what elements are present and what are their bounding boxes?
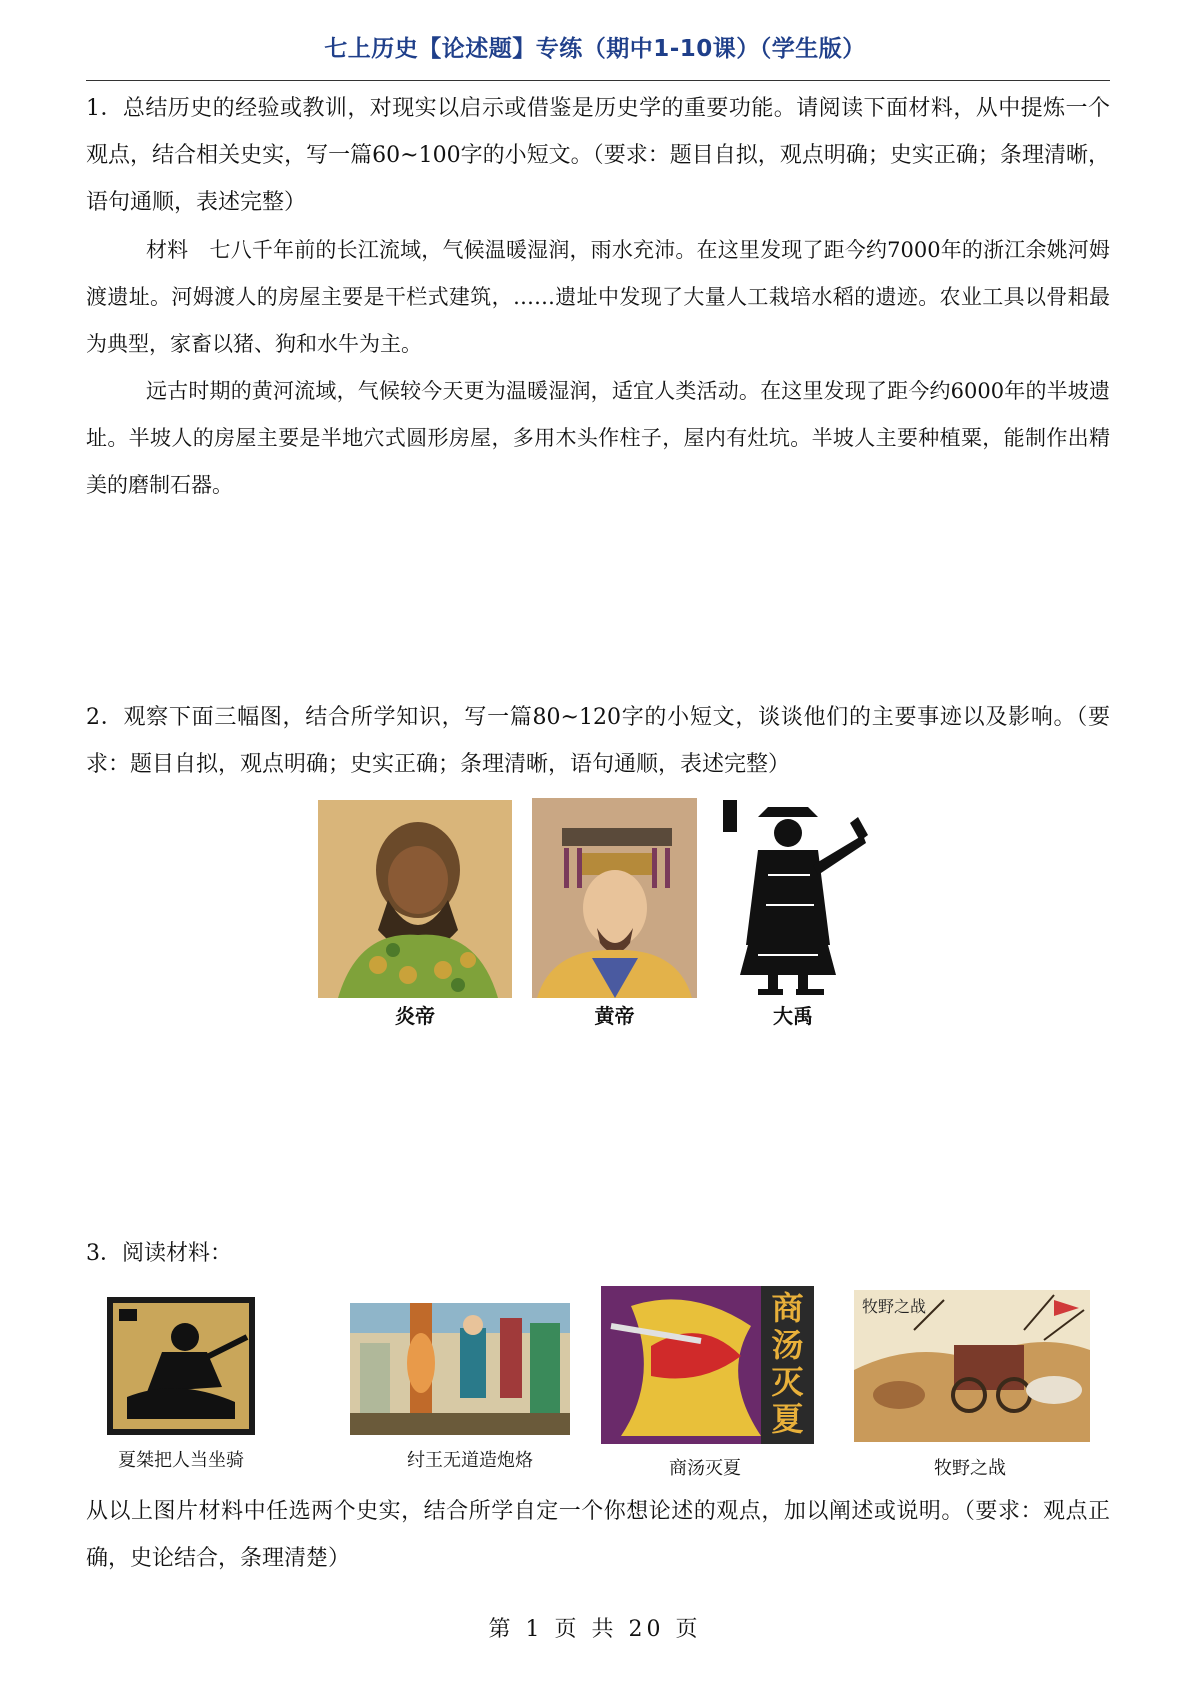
zhouwang-caption: 纣王无道造炮烙	[407, 1450, 533, 1471]
shangtang-caption: 商汤灭夏	[669, 1458, 741, 1479]
dayu-figure	[718, 795, 868, 1000]
yandi-portrait	[318, 800, 512, 998]
shangtang-banner: 商汤灭夏	[771, 1289, 804, 1438]
muye-image	[854, 1290, 1090, 1442]
q3-prompt: 3．阅读材料：	[86, 1241, 232, 1266]
q1-material-2: 远古时期的黄河流域，气候较今天更为温暖湿润，适宜人类活动。在这里发现了距今约6000年的半坡遗址。半坡人的房屋主要是半地穴式圆形房屋，多用木头作柱子，屋内有灶坑。半坡人主要种植粟，能制作出精美的磨制石器。	[86, 379, 1110, 497]
page-title: 七上历史【论述题】专练（期中1-10课）（学生版）	[324, 36, 866, 62]
dayu-caption: 大禹	[773, 1004, 813, 1028]
q2-prompt: 2．观察下面三幅图，结合所学知识，写一篇80~120字的小短文，谈谈他们的主要事迹以及影响。（要求：题目自拟，观点明确；史实正确；条理清晰，语句通顺，表述完整）	[86, 705, 1110, 777]
zhouwang-image	[350, 1303, 570, 1435]
page-number: 第 1 页 共 20 页	[488, 1617, 702, 1642]
huangdi-caption: 黄帝	[594, 1004, 635, 1028]
muye-scene-label: 牧野之战	[862, 1297, 927, 1316]
xiajie-caption: 夏桀把人当坐骑	[118, 1450, 244, 1471]
shangtang-image	[601, 1286, 814, 1444]
q1-prompt: 1．总结历史的经验或教训，对现实以启示或借鉴是历史学的重要功能。请阅读下面材料，从中提炼一个观点，结合相关史实，写一篇60~100字的小短文。（要求：题目自拟，观点明确；史实正确；条理清晰，语句通顺，表述完整）	[86, 96, 1110, 215]
q3-instruction: 从以上图片材料中任选两个史实，结合所学自定一个你想论述的观点，加以阐述或说明。（要求：观点正确，史论结合，条理清楚）	[86, 1499, 1110, 1571]
xiajie-image	[107, 1297, 255, 1435]
huangdi-portrait	[532, 798, 697, 998]
yandi-caption: 炎帝	[395, 1004, 435, 1028]
muye-caption: 牧野之战	[934, 1458, 1006, 1479]
header-divider	[86, 80, 1110, 81]
q1-material-1: 材料 七八千年前的长江流域，气候温暖湿润，雨水充沛。在这里发现了距今约7000年的浙江余姚河姆渡遗址。河姆渡人的房屋主要是干栏式建筑，……遗址中发现了大量人工栽培水稻的遗迹。农业工具以骨耜最为典型，家畜以猪、狗和水牛为主。	[86, 238, 1110, 356]
